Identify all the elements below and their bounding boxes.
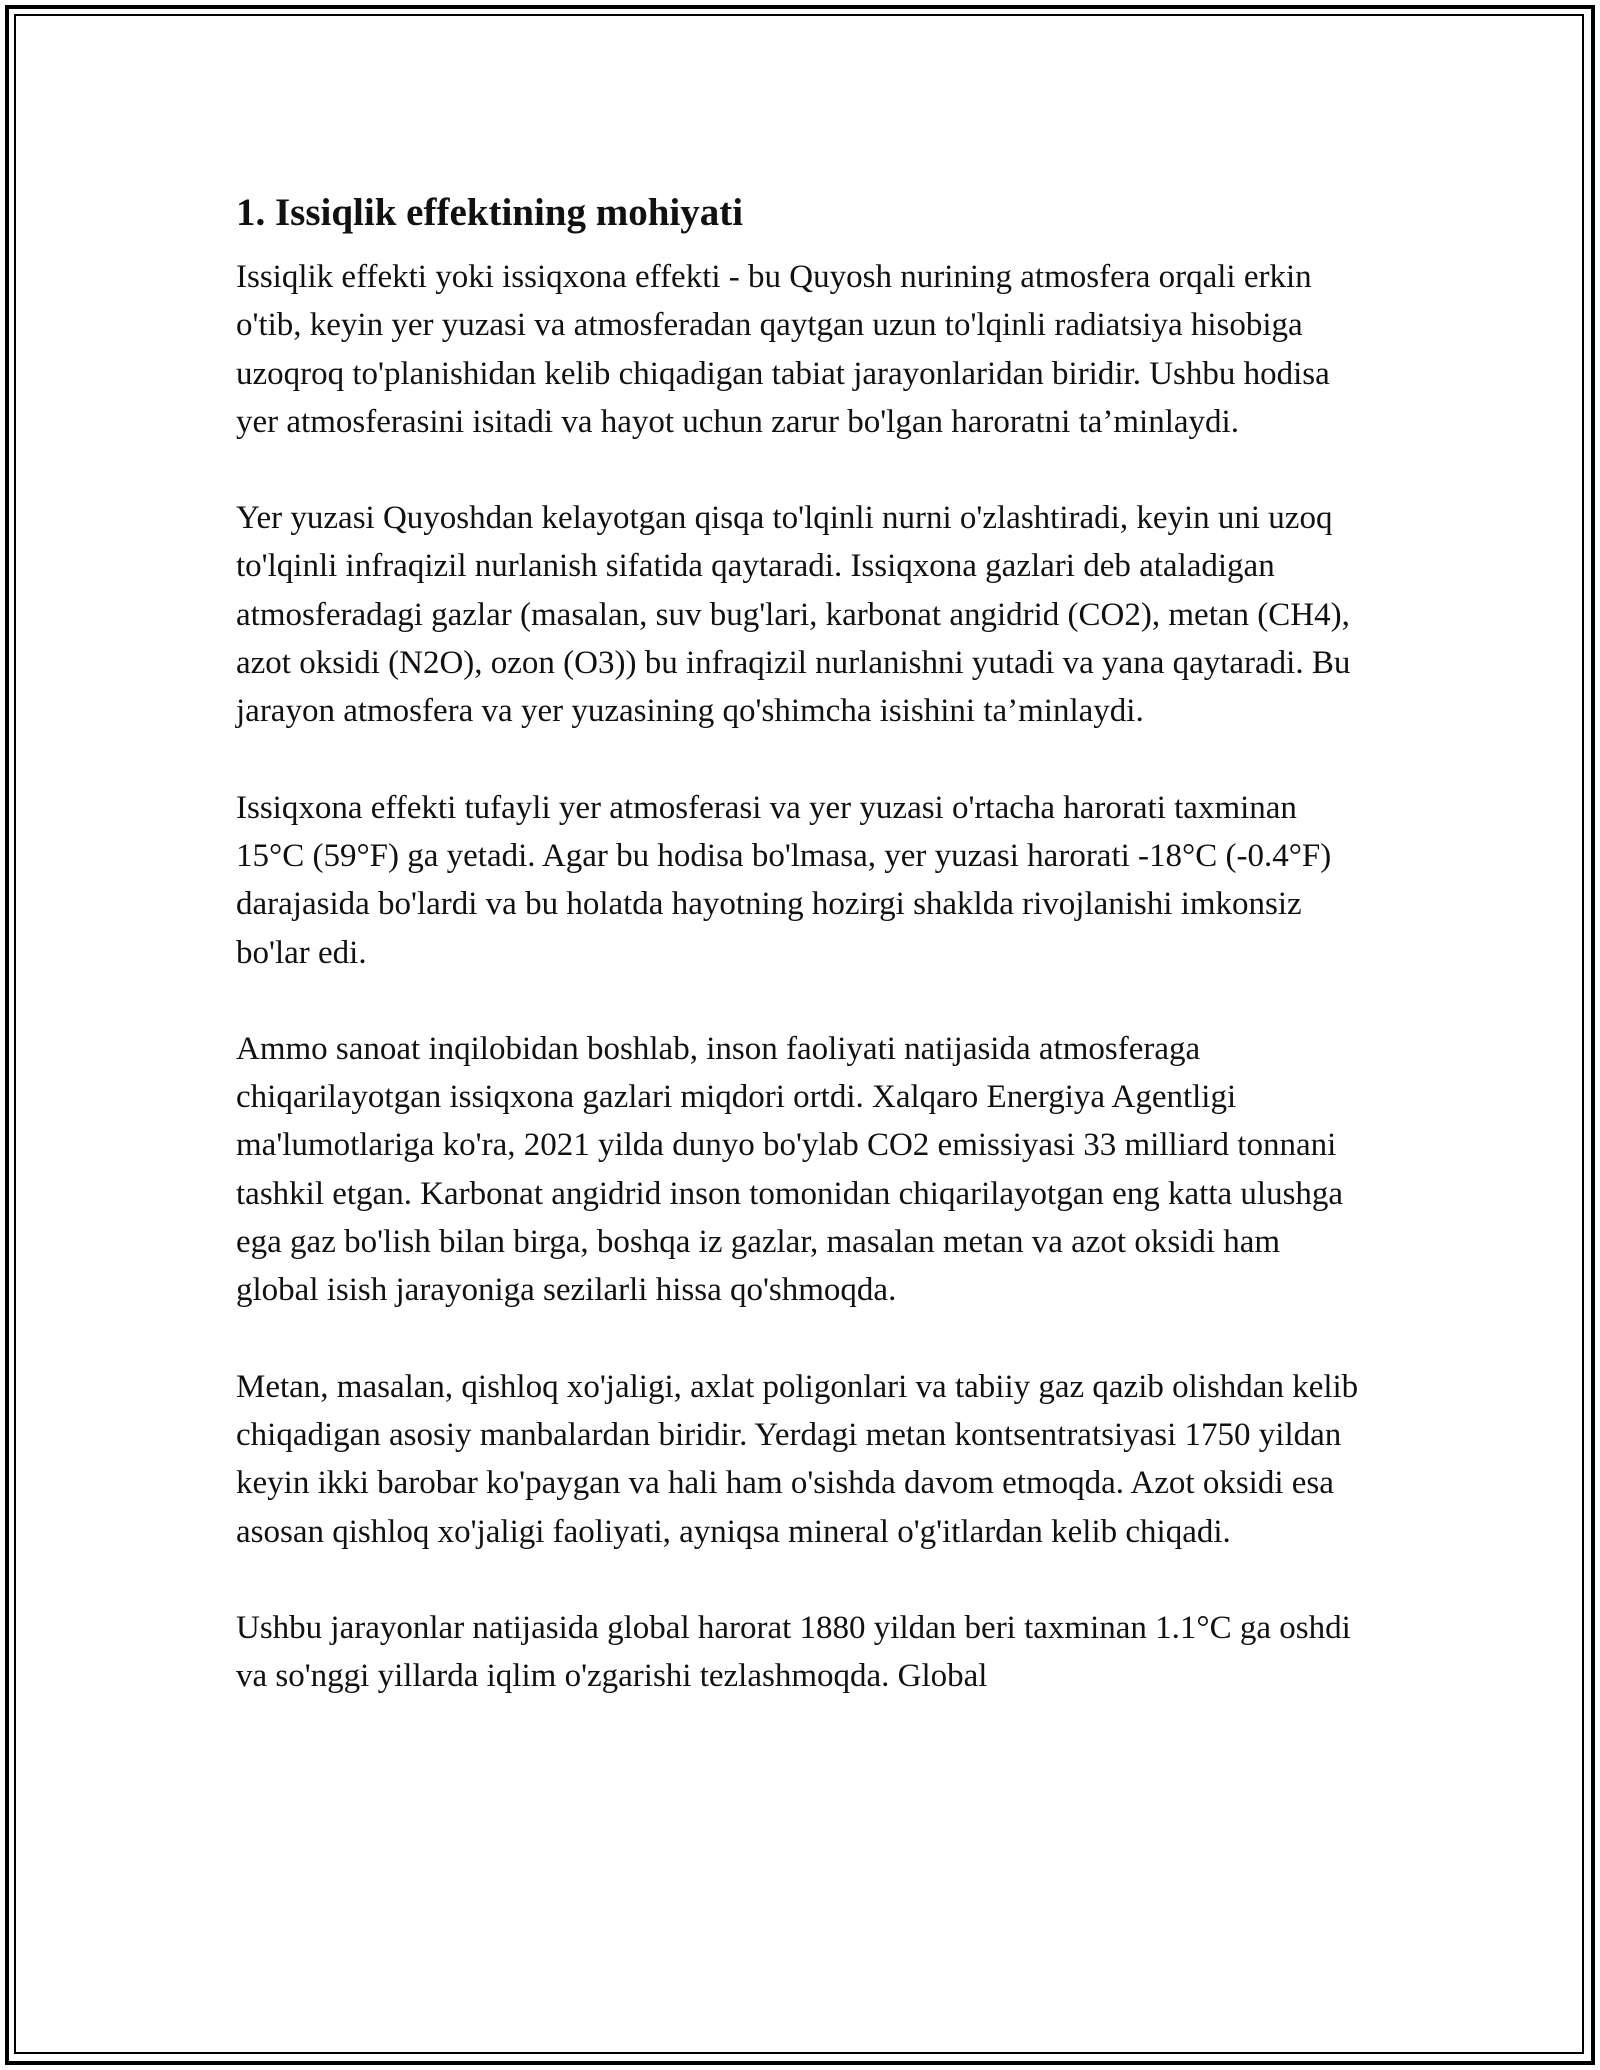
paragraph-5: Metan, masalan, qishloq xo'jaligi, axlat poligonlari va tabiiy gaz qazib olishdan kelib chiqadigan asosiy manbalardan biridir. Yerdagi metan kontsentratsiyasi 1750 yildan keyin ikki barobar ko'paygan va hali ham o'sishda davom etmoqda. Azot oksidi esa asosan qishloq xo'jaligi faoliyati, ayniqsa mineral o'g'itlardan kelib chiqadi. [236, 1368, 1359, 1550]
paragraph-6: Ushbu jarayonlar natijasida global harorat 1880 yildan beri taxminan 1.1°C ga oshdi va so'nggi yillarda iqlim o'zgarishi tezlashmoqda. Global [236, 1609, 1351, 1695]
document-body [236, 185, 1366, 1748]
section-heading: 1. Issiqlik effektining mohiyati [236, 191, 744, 234]
paragraph-3: Issiqxona effekti tufayli yer atmosferasi va yer yuzasi o'rtacha harorati taxminan 15°C (59°F) ga yetadi. Agar bu hodisa bo'lmasa, yer yuzasi harorati -18°C (-0.4°F) darajasida bo'lardi va bu holatda hayotning hozirgi shaklda rivojlanishi imkonsiz bo'lar edi. [236, 789, 1332, 971]
paragraph-4: Ammo sanoat inqilobidan boshlab, inson faoliyati natijasida atmosferaga chiqarilayotgan issiqxona gazlari miqdori ortdi. Xalqaro Energiya Agentligi ma'lumotlariga ko'ra, 2021 yilda dunyo bo'ylab CO2 emissiyasi 33 milliard tonnani tashkil etgan. Karbonat angidrid inson tomonidan chiqarilayotgan eng katta ulushga ega gaz bo'lish bilan birga, boshqa iz gazlar, masalan metan va azot oksidi ham global isish jarayoniga sezilarli hissa qo'shmoqda. [236, 1030, 1344, 1309]
paragraph-2: Yer yuzasi Quyoshdan kelayotgan qisqa to'lqinli nurni o'zlashtiradi, keyin uni uzoq to'lqinli infraqizil nurlanish sifatida qaytaradi. Issiqxona gazlari deb ataladigan atmosferadagi gazlar (masalan, suv bug'lari, karbonat angidrid (CO2), metan (CH4), azot oksidi (N2O), ozon (O3)) bu infraqizil nurlanishni yutadi va yana qaytaradi. Bu jarayon atmosfera va yer yuzasining qo'shimcha isishini ta’minlaydi. [236, 500, 1351, 730]
paragraph-1: Issiqlik effekti yoki issiqxona effekti - bu Quyosh nurining atmosfera orqali erkin o'tib, keyin yer yuzasi va atmosferadan qaytgan uzun to'lqinli radiatsiya hisobiga uzoqroq to'planishidan kelib chiqadigan tabiat jarayonlaridan biridir. Ushbu hodisa yer atmosferasini isitadi va hayot uchun zarur bo'lgan haroratni ta’minlaydi. [236, 259, 1330, 440]
